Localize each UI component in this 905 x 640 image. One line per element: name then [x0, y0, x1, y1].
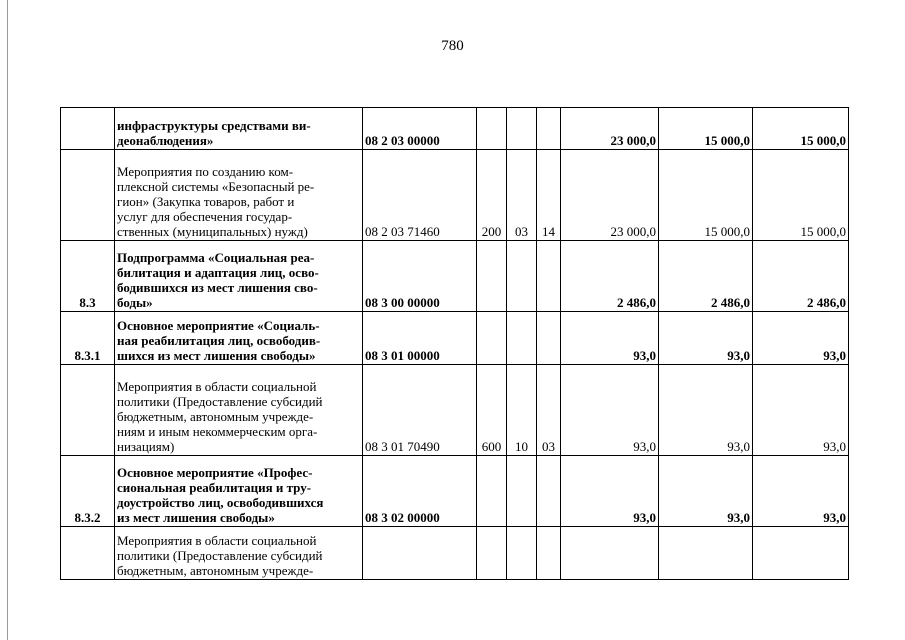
row-amount-2 [659, 527, 753, 580]
row-name: Подпрограмма «Социальная реа- билитация и адаптация лиц, осво- бодившихся из мест лишения сво- боды» [115, 241, 363, 312]
row-name: Основное мероприятие «Профес- сиональная реабилитация и тру- доустройство лиц, освободившихся из мест лишения свободы» [115, 456, 363, 527]
table-row [61, 108, 849, 150]
row-amount-3: 15 000,0 [753, 108, 849, 150]
row-amount-3: 93,0 [753, 365, 849, 456]
row-name: Мероприятия по созданию ком- плексной системы «Безопасный ре- гион» (Закупка товаров, работ и услуг для обеспечения государ- ственных (муниципальных) нужд) [115, 150, 363, 241]
row-rz [507, 108, 537, 150]
row-amount-1 [561, 527, 659, 580]
row-pr [537, 527, 561, 580]
page-number: 780 [441, 38, 464, 54]
row-vr [477, 456, 507, 527]
row-number [61, 108, 115, 150]
row-amount-3: 93,0 [753, 456, 849, 527]
row-code: 08 3 02 00000 [363, 456, 477, 527]
row-code: 08 3 00 00000 [363, 241, 477, 312]
row-pr [537, 456, 561, 527]
row-code: 08 3 01 00000 [363, 312, 477, 365]
row-number: 8.3.1 [61, 312, 115, 365]
table-row [61, 365, 849, 456]
row-rz [507, 312, 537, 365]
table-row [61, 527, 849, 580]
row-amount-1: 23 000,0 [561, 150, 659, 241]
row-vr [477, 241, 507, 312]
row-amount-3: 2 486,0 [753, 241, 849, 312]
row-pr [537, 241, 561, 312]
row-vr [477, 108, 507, 150]
row-amount-2: 15 000,0 [659, 108, 753, 150]
table-row [61, 241, 849, 312]
row-code: 08 3 01 70490 [363, 365, 477, 456]
row-amount-1: 93,0 [561, 312, 659, 365]
row-pr [537, 312, 561, 365]
row-rz [507, 456, 537, 527]
row-code: 08 2 03 71460 [363, 150, 477, 241]
row-number: 8.3 [61, 241, 115, 312]
table-row [61, 456, 849, 527]
scan-edge-line [7, 0, 8, 640]
row-vr: 200 [477, 150, 507, 241]
row-number: 8.3.2 [61, 456, 115, 527]
row-amount-1: 93,0 [561, 456, 659, 527]
row-pr: 14 [537, 150, 561, 241]
row-vr: 600 [477, 365, 507, 456]
row-amount-1: 2 486,0 [561, 241, 659, 312]
row-number [61, 150, 115, 241]
row-vr [477, 312, 507, 365]
row-rz [507, 241, 537, 312]
row-amount-2: 2 486,0 [659, 241, 753, 312]
row-amount-3: 93,0 [753, 312, 849, 365]
row-name: Мероприятия в области социальной политики (Предоставление субсидий бюджетным, автономным учрежде- [115, 527, 363, 580]
row-vr [477, 527, 507, 580]
row-amount-2: 93,0 [659, 365, 753, 456]
row-pr [537, 108, 561, 150]
row-amount-2: 93,0 [659, 456, 753, 527]
row-amount-2: 93,0 [659, 312, 753, 365]
row-name: инфраструктуры средствами ви- деонаблюдения» [115, 108, 363, 150]
row-name: Мероприятия в области социальной политики (Предоставление субсидий бюджетным, автономным учрежде- ниям и иным некоммерческим орга- низациям) [115, 365, 363, 456]
row-number [61, 527, 115, 580]
row-name: Основное мероприятие «Социаль- ная реабилитация лиц, освободив- шихся из мест лишения свободы» [115, 312, 363, 365]
row-code: 08 2 03 00000 [363, 108, 477, 150]
row-pr: 03 [537, 365, 561, 456]
row-rz [507, 527, 537, 580]
row-number [61, 365, 115, 456]
row-amount-3: 15 000,0 [753, 150, 849, 241]
table-row [61, 312, 849, 365]
row-amount-1: 93,0 [561, 365, 659, 456]
row-amount-2: 15 000,0 [659, 150, 753, 241]
row-rz: 03 [507, 150, 537, 241]
row-code [363, 527, 477, 580]
budget-table [60, 107, 849, 580]
row-amount-1: 23 000,0 [561, 108, 659, 150]
table-row [61, 150, 849, 241]
row-rz: 10 [507, 365, 537, 456]
row-amount-3 [753, 527, 849, 580]
